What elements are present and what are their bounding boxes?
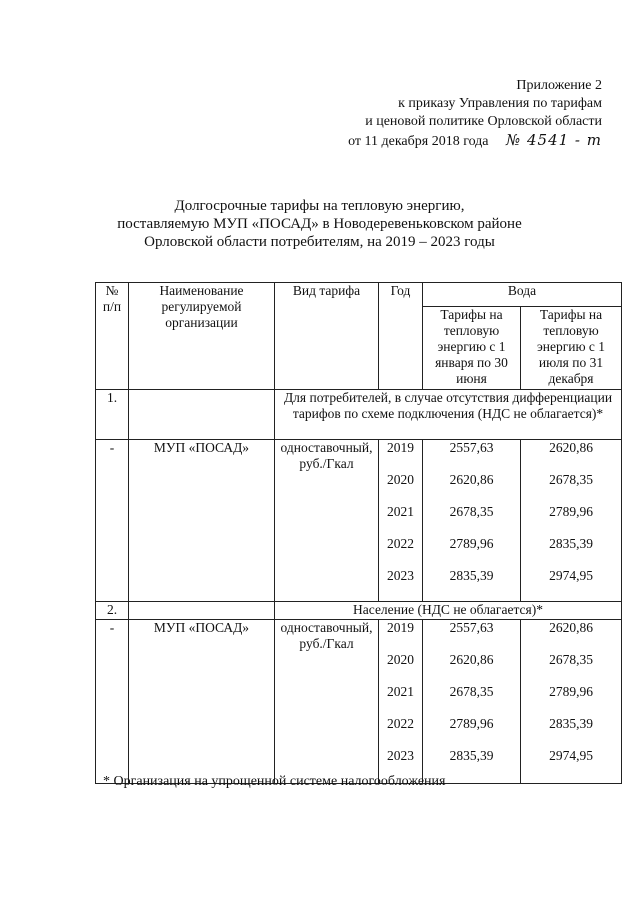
year-cell: 2019 xyxy=(387,440,414,455)
tariff-cell: 2678,35 xyxy=(449,684,494,699)
tariff-type: одноставочный, руб./Гкал xyxy=(275,620,379,784)
appendix-order-ref: к приказу Управления по тарифам xyxy=(398,96,602,111)
section-title: Население (НДС не облагается)* xyxy=(275,602,622,620)
tariff-table xyxy=(95,282,622,784)
year-cell: 2021 xyxy=(387,504,414,519)
tariff-type: одноставочный, руб./Гкал xyxy=(275,440,379,602)
tariff-h1-column xyxy=(423,440,521,602)
tariff-cell: 2974,95 xyxy=(549,748,593,763)
tariff-h2-column xyxy=(521,440,622,602)
title-line-3: Орловской области потребителям, на 2019 – 2023 годы xyxy=(144,234,495,250)
tariff-cell: 2835,39 xyxy=(449,748,494,763)
table-row xyxy=(96,440,622,602)
tariff-cell: 2557,63 xyxy=(449,440,494,455)
year-cell: 2023 xyxy=(387,568,414,583)
tariff-cell: 2678,35 xyxy=(549,472,593,487)
header-h2: Тарифы на тепловую энергию с 1 июля по 31 декабря xyxy=(521,307,622,390)
header-year: Год xyxy=(379,283,423,390)
section-empty-cell xyxy=(129,602,275,620)
header-num: № п/п xyxy=(96,283,129,390)
appendix-header xyxy=(348,77,602,151)
title-line-1: Долгосрочные тарифы на тепловую энергию, xyxy=(174,198,465,214)
tariff-cell: 2835,39 xyxy=(549,536,593,551)
table-row xyxy=(96,620,622,784)
section-row xyxy=(96,602,622,620)
tariff-cell: 2620,86 xyxy=(449,472,494,487)
tariff-cell: 2789,96 xyxy=(449,536,494,551)
tariff-cell: 2620,86 xyxy=(549,620,593,635)
tariff-cell: 2789,96 xyxy=(549,504,593,519)
year-cell: 2020 xyxy=(387,472,414,487)
tariff-cell: 2789,96 xyxy=(549,684,593,699)
appendix-title: Приложение 2 xyxy=(516,78,602,93)
year-cell: 2022 xyxy=(387,536,414,551)
appendix-authority: и ценовой политике Орловской области xyxy=(365,114,602,129)
year-cell: 2021 xyxy=(387,684,414,699)
year-cell: 2022 xyxy=(387,716,414,731)
tariff-cell: 2620,86 xyxy=(549,440,593,455)
row-num: - xyxy=(96,620,129,784)
header-row xyxy=(96,283,622,307)
section-num: 2. xyxy=(96,602,129,620)
tariff-h1-column xyxy=(423,620,521,784)
order-number: № 4541 - т xyxy=(506,131,602,149)
header-h1: Тарифы на тепловую энергию с 1 января по 30 июня xyxy=(423,307,521,390)
year-cell: 2023 xyxy=(387,748,414,763)
tariff-cell: 2678,35 xyxy=(449,504,494,519)
tariff-cell: 2620,86 xyxy=(449,652,494,667)
tariff-h2-column xyxy=(521,620,622,784)
year-cell: 2019 xyxy=(387,620,414,635)
section-row xyxy=(96,390,622,440)
appendix-date-line xyxy=(348,131,602,151)
tariff-cell: 2835,39 xyxy=(449,568,494,583)
tariff-cell: 2835,39 xyxy=(549,716,593,731)
document-title xyxy=(0,197,639,251)
year-column xyxy=(379,620,423,784)
section-empty-cell xyxy=(129,390,275,440)
org-name: МУП «ПОСАД» xyxy=(129,440,275,602)
header-org: Наименование регулируемой организации xyxy=(129,283,275,390)
tariff-cell: 2557,63 xyxy=(449,620,494,635)
tariff-cell: 2974,95 xyxy=(549,568,593,583)
appendix-date: от 11 декабря 2018 года xyxy=(348,134,489,149)
title-line-2: поставляемую МУП «ПОСАД» в Новодеревеньковском районе xyxy=(117,216,522,232)
section-num: 1. xyxy=(96,390,129,440)
section-title: Для потребителей, в случае отсутствия дифференциации тарифов по схеме подключения (НДС не облагается)* xyxy=(275,390,622,440)
year-column xyxy=(379,440,423,602)
footnote: * Организация на упрощенной системе налогообложения xyxy=(103,774,446,789)
year-cell: 2020 xyxy=(387,652,414,667)
tariff-cell: 2678,35 xyxy=(549,652,593,667)
row-num: - xyxy=(96,440,129,602)
tariff-cell: 2789,96 xyxy=(449,716,494,731)
header-water-group: Вода xyxy=(423,283,622,307)
org-name: МУП «ПОСАД» xyxy=(129,620,275,784)
header-tariff-type: Вид тарифа xyxy=(275,283,379,390)
